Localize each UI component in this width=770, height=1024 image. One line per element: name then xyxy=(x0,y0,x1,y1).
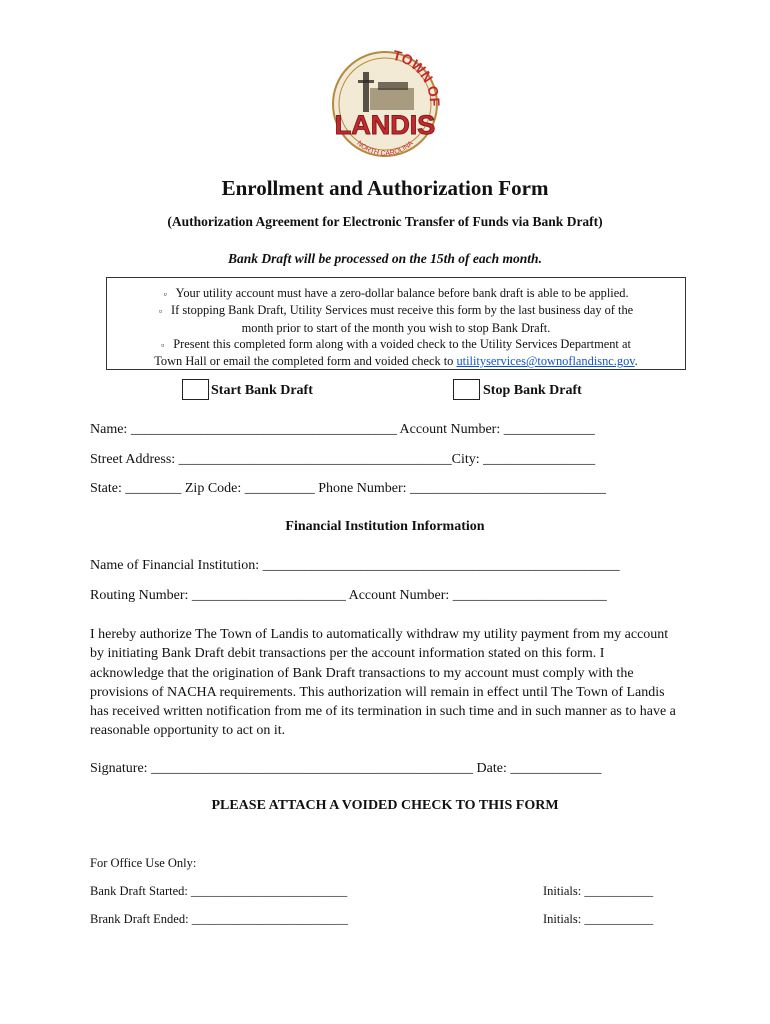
bank-draft-started-field[interactable]: Bank Draft Started: _________________________ xyxy=(90,884,348,898)
signature-date-field[interactable]: Signature: ______________________________________________ Date: _____________ xyxy=(90,761,602,776)
stop-bank-draft-checkbox[interactable] xyxy=(453,379,480,400)
processing-notice: Bank Draft will be processed on the 15th of each month. xyxy=(228,251,542,266)
financial-section-heading: Financial Institution Information xyxy=(285,519,485,534)
attach-check-notice: PLEASE ATTACH A VOIDED CHECK TO THIS FORM xyxy=(211,798,559,813)
state-zip-phone-field[interactable]: State: ________ Zip Code: __________ Phone Number: ____________________________ xyxy=(90,481,607,496)
ended-initials-field[interactable]: Initials: ___________ xyxy=(543,912,654,926)
logo-top-text: TOWN OF xyxy=(391,46,444,107)
name-account-field[interactable]: Name: ______________________________________ Account Number: _____________ xyxy=(90,422,595,437)
town-of-landis-seal-logo xyxy=(318,42,452,162)
start-bank-draft-checkbox[interactable] xyxy=(182,379,209,400)
email-link[interactable]: utilityservices@townoflandisnc.gov xyxy=(456,354,635,369)
instruction-item: ▫ Present this completed form along with a voided check to the Utility Services Department at xyxy=(161,336,631,351)
instruction-item-continued: Town Hall or email the completed form and voided check to utilityservices@townoflandisnc.gov. xyxy=(154,354,638,369)
bullet-icon: ▫ xyxy=(161,339,165,350)
routing-account-field[interactable]: Routing Number: ______________________ Account Number: ______________________ xyxy=(90,588,607,603)
authorization-paragraph: I hereby authorize The Town of Landis to automatically withdraw my utility payment from my account by initiating Bank Draft debit transactions per the account information stated on this form. I acknowledge that the origination of Bank Draft transactions to my account must comply with the provisions of NACHA requirements. This authorization will remain in effect until The Town of Landis has received written notification from me of its termination in such time and in such manner as to have a reasonable opportunity to act on it. xyxy=(90,627,676,739)
financial-institution-field[interactable]: Name of Financial Institution: ___________________________________________________ xyxy=(90,558,620,573)
started-initials-field[interactable]: Initials: ___________ xyxy=(543,884,654,898)
instruction-item: ▫ Your utility account must have a zero-dollar balance before bank draft is able to be applied. xyxy=(163,286,629,300)
start-bank-draft-label: Start Bank Draft xyxy=(211,383,313,398)
bullet-icon: ▫ xyxy=(158,306,163,317)
office-use-heading: For Office Use Only: xyxy=(90,856,197,870)
instructions-box xyxy=(106,277,686,370)
form-subtitle: (Authorization Agreement for Electronic Transfer of Funds via Bank Draft) xyxy=(167,214,603,229)
stop-bank-draft-label: Stop Bank Draft xyxy=(483,383,582,398)
logo-name-text: LANDIS xyxy=(334,110,436,140)
bank-draft-ended-field[interactable]: Brank Draft Ended: _________________________ xyxy=(90,912,348,926)
instruction-item-continued: month prior to start of the month you wish to stop Bank Draft. xyxy=(241,320,551,335)
form-title: Enrollment and Authorization Form xyxy=(221,176,549,200)
bullet-icon: ▫ xyxy=(163,289,167,299)
instruction-item: ▫ If stopping Bank Draft, Utility Services must receive this form by the last business day of the xyxy=(158,303,634,318)
street-city-field[interactable]: Street Address: _______________________________________City: ________________ xyxy=(90,452,596,467)
logo-bottom-text: NORTH CAROLINA xyxy=(355,139,415,158)
